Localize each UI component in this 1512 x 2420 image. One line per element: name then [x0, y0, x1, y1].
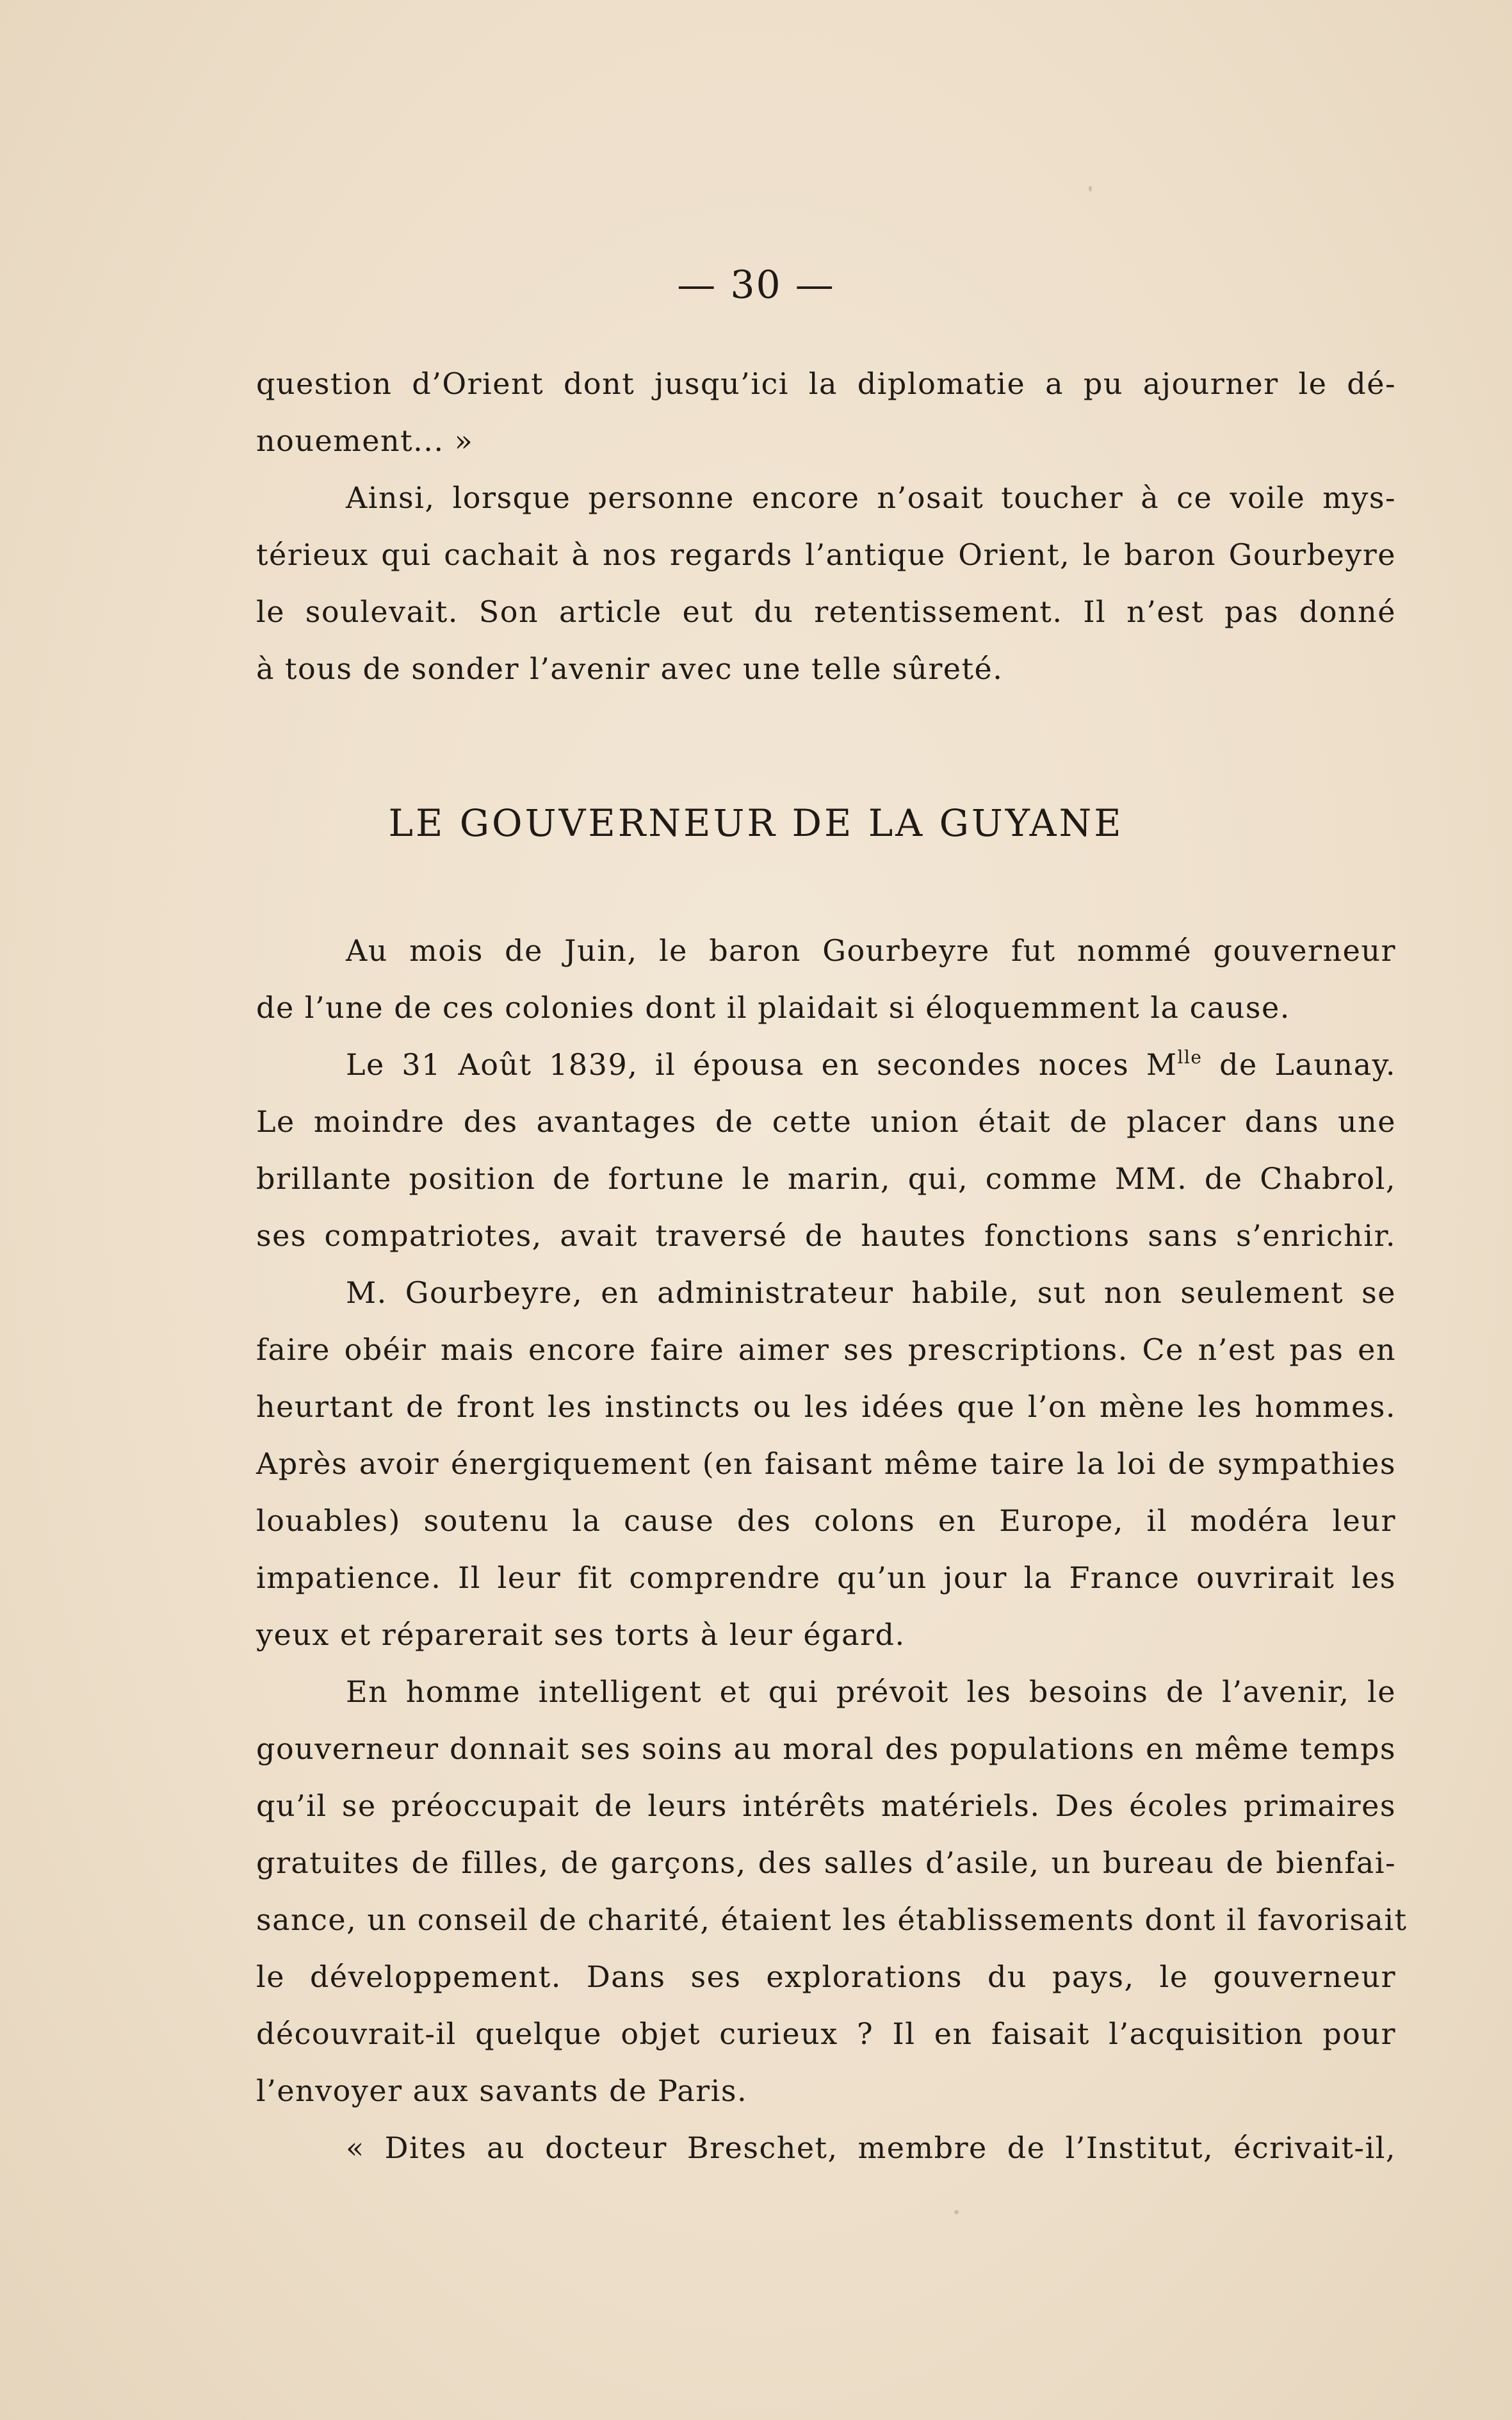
- text-line: l’envoyer aux savants de Paris.: [256, 2073, 748, 2108]
- text-line: ses compatriotes, avait traversé de hautes fonctions sans s’enrichir.: [256, 1218, 1396, 1253]
- text-line: à tous de sonder l’avenir avec une telle sûreté.: [256, 651, 1004, 686]
- text-line: gouverneur donnait ses soins au moral des populations en même temps: [256, 1731, 1396, 1766]
- text-line: question d’Orient dont jusqu’ici la diplomatie a pu ajourner le dé-: [256, 366, 1396, 401]
- text-line: Au mois de Juin, le baron Gourbeyre fut nommé gouverneur: [346, 933, 1396, 968]
- text-line: heurtant de front les instincts ou les idées que l’on mène les hommes.: [256, 1389, 1396, 1424]
- text-line: sance, un conseil de charité, étaient les établissements dont il favorisait: [256, 1902, 1408, 1937]
- text-line: « Dites au docteur Breschet, membre de l’Institut, écrivait-il,: [346, 2130, 1396, 2165]
- text-line: térieux qui cachait à nos regards l’antique Orient, le baron Gourbeyre: [256, 537, 1396, 572]
- text-line: M. Gourbeyre, en administrateur habile, sut non seulement se: [346, 1275, 1396, 1310]
- text-line-with-superscript: [256, 1036, 1396, 1093]
- text-line: brillante position de fortune le marin, qui, comme MM. de Chabrol,: [256, 1161, 1396, 1196]
- text-line: faire obéir mais encore faire aimer ses prescriptions. Ce n’est pas en: [256, 1332, 1396, 1367]
- text-line: le soulevait. Son article eut du retentissement. Il n’est pas donné: [256, 594, 1396, 629]
- superscript: lle: [1177, 1047, 1203, 1068]
- text-line: Après avoir énergiquement (en faisant même taire la loi de sympathies: [256, 1446, 1396, 1481]
- text-line: nouement... »: [256, 423, 474, 458]
- text-segment: Le 31 Août 1839, il épousa en secondes noces M: [346, 1047, 1178, 1082]
- section2-text: [256, 922, 1408, 2177]
- text-line: gratuites de filles, de garçons, des salles d’asile, un bureau de bienfai-: [256, 1845, 1396, 1880]
- text-line: En homme intelligent et qui prévoit les besoins de l’avenir, le: [346, 1674, 1396, 1709]
- text-line: yeux et réparerait ses torts à leur égard.: [256, 1617, 906, 1652]
- paper-speck: [1089, 186, 1092, 192]
- text-line: Le moindre des avantages de cette union était de placer dans une: [256, 1104, 1396, 1139]
- text-line: qu’il se préoccupait de leurs intérêts matériels. Des écoles primaires: [256, 1788, 1396, 1823]
- text-line: Ainsi, lorsque personne encore n’osait toucher à ce voile mys-: [346, 480, 1396, 515]
- section1-text: [256, 356, 1396, 698]
- page-number: — 30 —: [677, 263, 835, 307]
- text-line: découvrait-il quelque objet curieux ? Il en faisait l’acquisition pour: [256, 2016, 1396, 2051]
- text-segment: de Launay.: [1202, 1047, 1397, 1082]
- section-heading: LE GOUVERNEUR DE LA GUYANE: [388, 801, 1124, 845]
- text-line: louables) soutenu la cause des colons en Europe, il modéra leur: [256, 1503, 1396, 1538]
- paper-speck: [954, 2210, 959, 2214]
- text-line: le développement. Dans ses explorations du pays, le gouverneur: [256, 1959, 1396, 1994]
- text-line: de l’une de ces colonies dont il plaidait si éloquemment la cause.: [256, 990, 1290, 1025]
- text-line: impatience. Il leur fit comprendre qu’un jour la France ouvrirait les: [256, 1560, 1396, 1595]
